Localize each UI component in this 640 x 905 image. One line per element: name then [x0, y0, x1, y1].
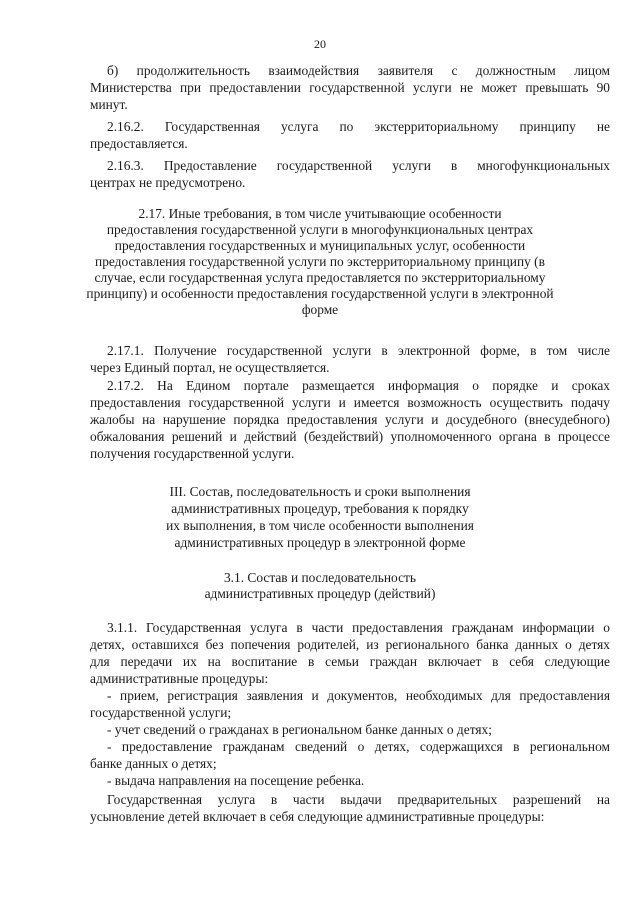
- text-line: административные процедуры:: [90, 671, 269, 686]
- subsection-heading: административных процедур (действий): [204, 586, 436, 601]
- text-line: Министерства при предоставлении государственной услуги не может превышать 90: [90, 80, 610, 95]
- page-number: 20: [314, 37, 326, 51]
- chapter-heading: административных процедур, требования к порядку: [171, 501, 469, 516]
- section-heading: предоставления государственной услуги в многофункциональных центрах: [106, 222, 534, 237]
- list-item: - учет сведений о гражданах в региональном банке данных о детях;: [107, 722, 492, 737]
- text-line: 2.16.3. Предоставление государственной услуги в многофункциональных: [107, 158, 610, 173]
- chapter-heading: административных процедур в электронной форме: [174, 535, 466, 550]
- section-heading: принципу) и особенности предоставления государственной услуги в электронной: [86, 286, 554, 301]
- text-line: обжалования решений и действий (бездействий) уполномоченного органа в процессе: [90, 429, 610, 444]
- section-heading: предоставления государственных и муниципальных услуг, особенности: [114, 238, 526, 253]
- section-heading: 2.17. Иные требования, в том числе учитывающие особенности: [138, 206, 502, 221]
- text-line: государственной услуги;: [90, 705, 232, 720]
- text-line: для передачи их на воспитание в семьи граждан включает в себя следующие: [90, 654, 610, 669]
- text-line: предоставления государственной услуги и имеется возможность осуществить подачу: [90, 395, 610, 410]
- list-item: - прием, регистрация заявления и документов, необходимых для предоставления: [107, 688, 610, 703]
- text-line: предоставляется.: [90, 136, 188, 151]
- text-line: детях, оставшихся без попечения родителей, из регионального банка данных о детях: [90, 637, 610, 652]
- text-line: усыновление детей включает в себя следующие административные процедуры:: [90, 809, 545, 824]
- text-line: получения государственной услуги.: [90, 446, 295, 461]
- text-line: минут.: [90, 97, 128, 112]
- chapter-heading: их выполнения, в том числе особенности выполнения: [166, 518, 474, 533]
- text-line: банке данных о детях;: [90, 756, 217, 771]
- text-line: центрах не предусмотрено.: [90, 175, 246, 190]
- text-line: жалобы на нарушение порядка предоставления услуги и досудебного (внесудебного): [90, 412, 610, 427]
- section-heading: случае, если государственная услуга предоставляется по экстерриториальному: [94, 270, 546, 285]
- section-heading: форме: [301, 302, 339, 317]
- chapter-heading: III. Состав, последовательность и сроки выполнения: [169, 484, 471, 499]
- text-line: 2.17.2. На Едином портале размещается информация о порядке и сроках: [107, 378, 610, 393]
- subsection-heading: 3.1. Состав и последовательность: [223, 570, 416, 585]
- list-item: - предоставление гражданам сведений о детях, содержащихся в региональном: [107, 739, 610, 754]
- text-line: Государственная услуга в части выдачи предварительных разрешений на: [107, 792, 610, 807]
- text-line: через Единый портал, не осуществляется.: [90, 360, 330, 375]
- text-line: б) продолжительность взаимодействия заявителя с должностным лицом: [107, 63, 610, 78]
- text-line: 2.17.1. Получение государственной услуги в электронной форме, в том числе: [107, 343, 610, 358]
- list-item: - выдача направления на посещение ребенка.: [107, 773, 365, 788]
- text-line: 3.1.1. Государственная услуга в части предоставления гражданам информации о: [107, 620, 610, 635]
- text-line: 2.16.2. Государственная услуга по экстерриториальному принципу не: [107, 119, 610, 134]
- section-heading: предоставления государственной услуги по экстерриториальному принципу (в: [95, 254, 545, 269]
